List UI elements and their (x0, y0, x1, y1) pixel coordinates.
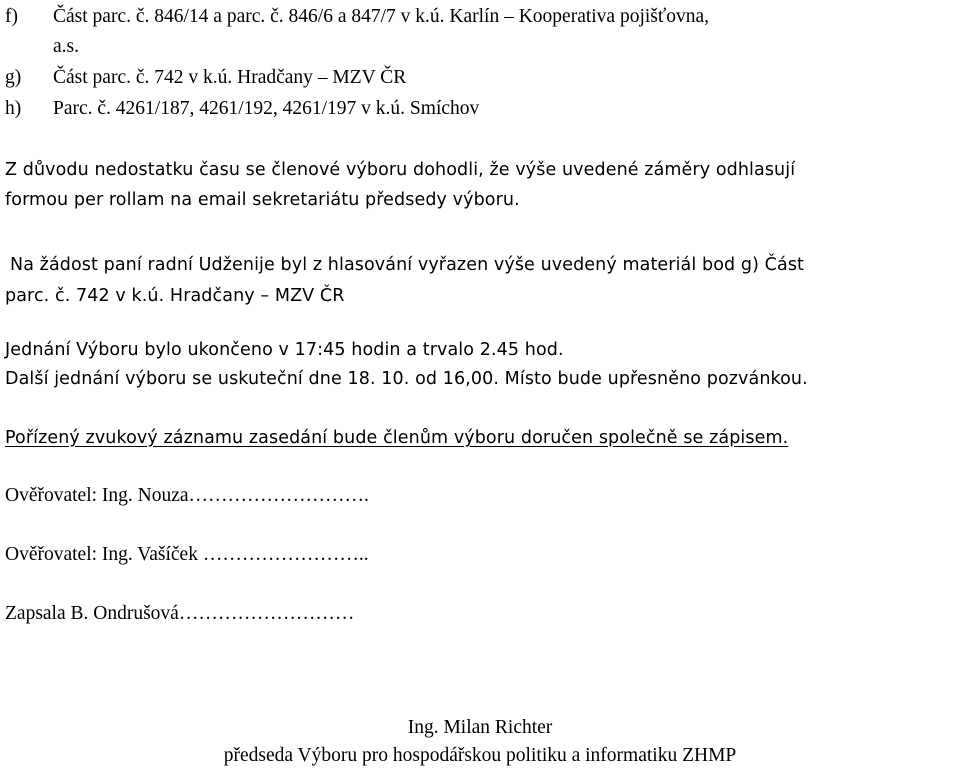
next-meeting-line: Další jednání výboru se uskuteční dne 18. 10. od 16,00. Místo bude upřesněno pozvánkou. (5, 369, 808, 389)
recording-note: Pořízený zvukový záznamu zasedání bude členům výboru doručen společně se zápisem. (5, 428, 789, 448)
meeting-end-line: Jednání Výboru bylo ukončeno v 17:45 hodin a trvalo 2.45 hod. (5, 340, 564, 360)
list-text-f: Část parc. č. 846/14 a parc. č. 846/6 a 847/7 v k.ú. Karlín – Kooperativa pojišťovna, (53, 6, 710, 27)
paragraph-1-line-2: formou per rollam na email sekretariátu předsedy výboru. (5, 190, 520, 210)
recorder: Zapsala B. Ondrušová……………………… (5, 603, 355, 624)
list-item-g (5, 66, 406, 90)
paragraph-2-line-2: parc. č. 742 v k.ú. Hradčany – MZV ČR (5, 286, 345, 306)
paragraph-1-line-1: Z důvodu nedostatku času se členové výboru dohodli, že výše uvedené záměry odhlasují (5, 160, 796, 180)
verifier-1: Ověřovatel: Ing. Nouza………………………. (5, 485, 369, 506)
chair-role: předseda Výboru pro hospodářskou politiku a informatiku ZHMP (223, 745, 737, 766)
list-item-f-continuation: a.s. (53, 36, 79, 57)
list-label-f: f) (5, 6, 18, 27)
paragraph-2-line-1: Na žádost paní radní Udženije byl z hlasování vyřazen výše uvedený materiál bod g) Část (10, 255, 804, 275)
list-item-h (5, 97, 479, 121)
verifier-2: Ověřovatel: Ing. Vašíček …………………….. (5, 544, 369, 565)
chair-name: Ing. Milan Richter (407, 717, 553, 738)
list-text-h: Parc. č. 4261/187, 4261/192, 4261/197 v k.ú. Smíchov (53, 98, 480, 119)
list-label-h: h) (5, 98, 22, 119)
list-item-f (5, 5, 709, 29)
list-text-g: Část parc. č. 742 v k.ú. Hradčany – MZV ČR (53, 67, 407, 88)
list-label-g: g) (5, 67, 22, 88)
